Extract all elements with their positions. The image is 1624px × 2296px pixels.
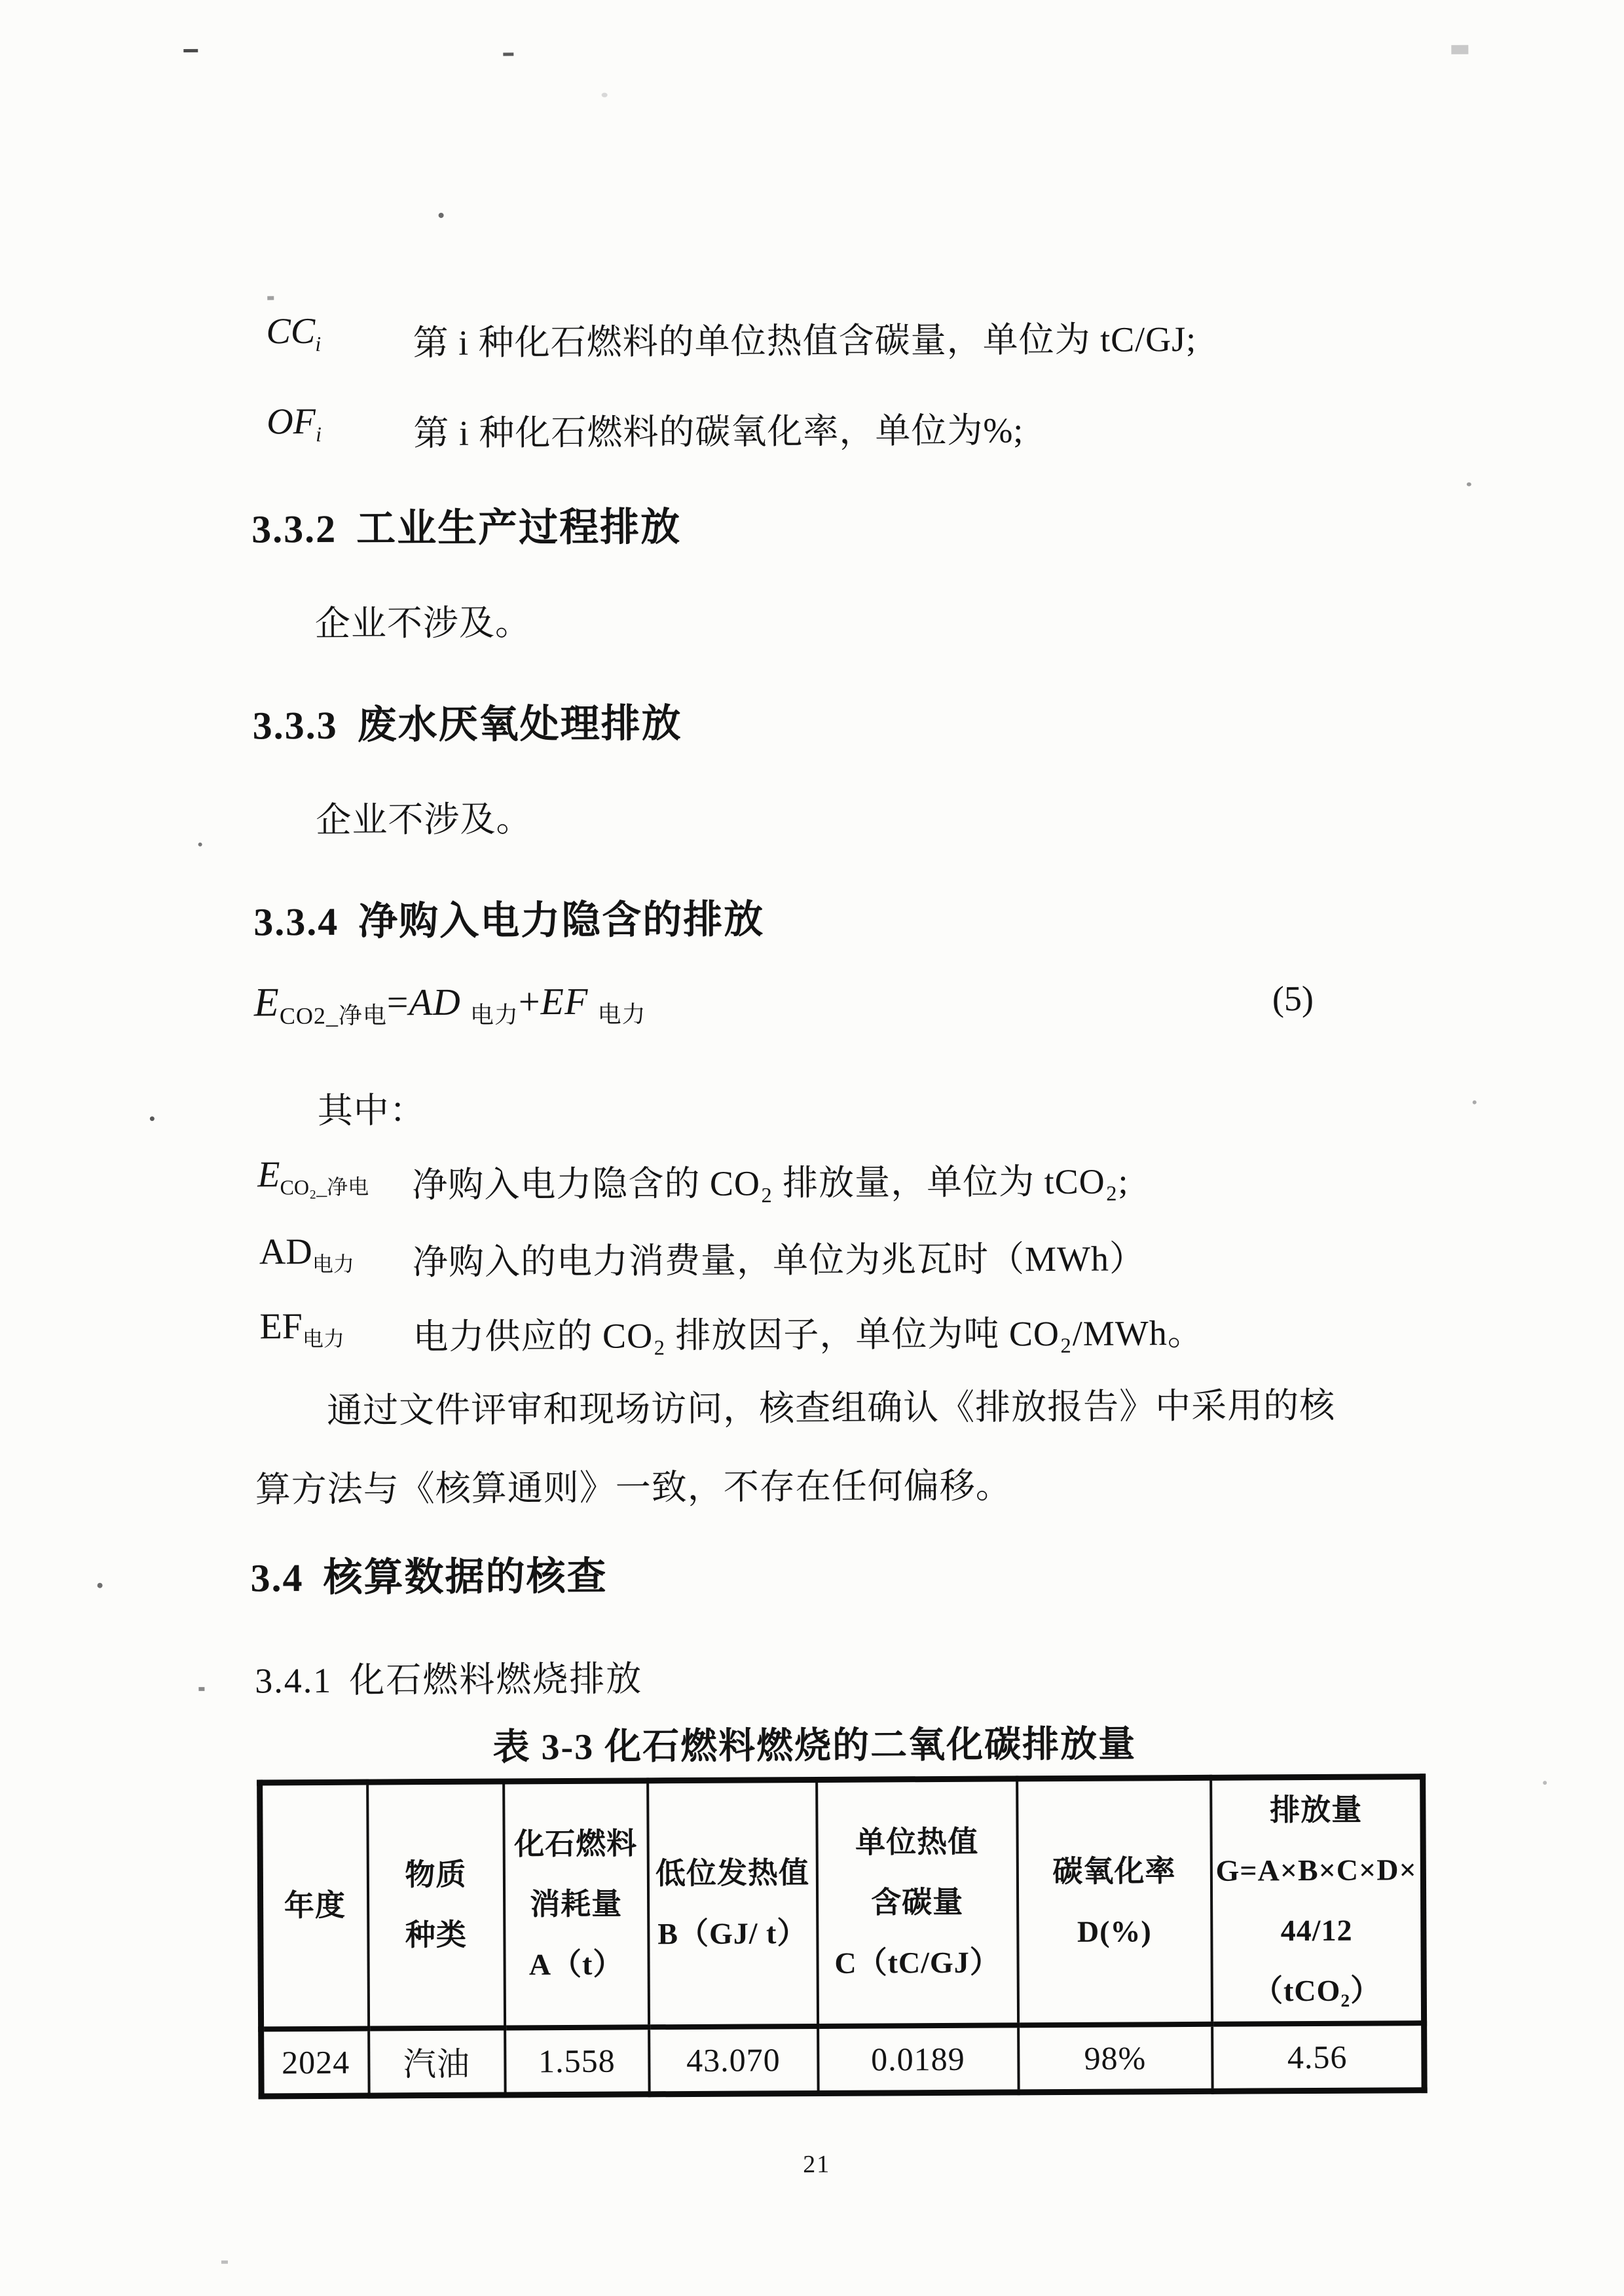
scan-speck	[1451, 45, 1468, 54]
vardef-ef-description: 电力供应的 CO₂ 排放因子，单位为吨 CO₂/MWh。	[413, 1313, 1204, 1357]
heading-3-3-3	[252, 692, 682, 750]
vardef-e-base: E	[257, 1154, 280, 1195]
heading-3-4-number: 3.4	[250, 1556, 304, 1600]
scan-speck	[150, 1116, 155, 1121]
scan-speck	[1473, 1101, 1477, 1104]
vardef-e-subscript: CO₂_净电	[280, 1175, 369, 1199]
heading-3-3-3-number: 3.3.3	[252, 703, 338, 748]
header-calorific-value: 低位发热值 B（GJ/ t）	[648, 1779, 818, 2027]
scan-speck	[503, 52, 513, 56]
vardef-ef-base: EF	[259, 1306, 303, 1347]
vardef-e-label	[257, 1154, 369, 1201]
heading-3-4-1-number: 3.4.1	[255, 1660, 333, 1701]
equation-5	[254, 977, 646, 1031]
heading-3-3-4-title: 净购入电力隐含的排放	[358, 898, 765, 943]
header-material-type: 物质 种类	[367, 1781, 505, 2029]
cell-emission: 4.56	[1212, 2023, 1425, 2091]
vardef-ef-subscript: 电力	[302, 1326, 345, 1351]
plus-sign: +	[518, 980, 541, 1023]
symbol-of-base: OF	[267, 401, 316, 443]
cell-year: 2024	[261, 2029, 369, 2096]
heading-3-4	[250, 1545, 607, 1603]
cell-carbon: 0.0189	[818, 2025, 1019, 2093]
header-emission-amount: 排放量 G=A×B×C×D× 44/12 （tCO₂）	[1211, 1777, 1424, 2024]
heading-3-3-4-number: 3.3.4	[253, 900, 339, 944]
paragraph-not-involved-2: 企业不涉及。	[316, 799, 532, 840]
header-carbon-content: 单位热值 含碳量 C（tC/GJ）	[817, 1779, 1018, 2026]
heading-3-3-2-number: 3.3.2	[251, 507, 337, 551]
symbol-cc-subscript: i	[315, 332, 322, 356]
paragraph-not-involved-1: 企业不涉及。	[314, 603, 532, 644]
cell-calorific: 43.070	[649, 2026, 819, 2094]
scan-speck	[1467, 483, 1471, 486]
emission-table	[257, 1774, 1428, 2099]
heading-3-3-2	[251, 496, 681, 554]
symbol-cc	[266, 310, 321, 357]
equation-ad: AD	[409, 980, 462, 1024]
heading-3-4-1	[255, 1650, 642, 1703]
symbol-of	[267, 401, 322, 447]
equals-sign: =	[386, 981, 409, 1024]
scan-speck	[439, 213, 444, 218]
heading-3-3-2-title: 工业生产过程排放	[356, 505, 682, 551]
equation-number: (5)	[1272, 978, 1314, 1019]
heading-3-4-title: 核算数据的核查	[323, 1554, 608, 1599]
vardef-ad-subscript: 电力	[312, 1252, 355, 1277]
equation-lhs-subscript: CO2_净电	[279, 1002, 388, 1029]
vardef-ef-label	[259, 1305, 344, 1353]
heading-3-3-3-title: 废水厌氧处理排放	[357, 702, 682, 747]
among-label: 其中：	[317, 1091, 426, 1131]
vardef-ad-label	[259, 1231, 354, 1279]
confirmation-paragraph-line2: 算方法与《核算通则》一致，不存在任何偏移。	[255, 1466, 1012, 1510]
vardef-ad-description: 净购入的电力消费量，单位为兆瓦时（MWh）	[412, 1239, 1146, 1283]
cell-material: 汽油	[369, 2028, 506, 2095]
confirmation-paragraph-line1: 通过文件评审和现场访问，核查组确认《排放报告》中采用的核	[327, 1385, 1336, 1430]
heading-3-4-1-title: 化石燃料燃烧排放	[349, 1659, 643, 1700]
equation-lhs: E	[253, 980, 280, 1025]
header-oxidation-rate: 碳氧化率 D(%)	[1017, 1777, 1212, 2025]
scan-speck	[98, 1583, 103, 1588]
symbol-of-subscript: i	[315, 422, 322, 446]
scan-speck	[221, 2261, 228, 2264]
scan-speck	[183, 49, 198, 52]
symbol-of-description: 第 i 种化石燃料的碳氧化率，单位为%;	[413, 410, 1024, 454]
heading-3-3-4	[253, 888, 764, 947]
page-number: 21	[803, 2150, 831, 2179]
symbol-cc-base: CC	[266, 310, 316, 352]
scan-speck	[198, 843, 202, 847]
scan-speck	[267, 296, 274, 300]
scan-speck	[1543, 1781, 1547, 1785]
scan-speck	[602, 93, 608, 98]
scan-speck	[198, 1687, 204, 1691]
symbol-cc-description: 第 i 种化石燃料的单位热值含碳量，单位为 tC/GJ;	[413, 319, 1197, 363]
cell-oxidation: 98%	[1018, 2024, 1213, 2092]
vardef-e-description: 净购入电力隐含的 CO₂ 排放量，单位为 tCO₂;	[412, 1161, 1129, 1205]
equation-ef: EF	[540, 979, 589, 1023]
header-year: 年度	[260, 1782, 369, 2029]
table-header-row	[260, 1777, 1424, 2030]
table-title: 表 3-3 化石燃料燃烧的二氧化碳排放量	[492, 1724, 1137, 1768]
header-fuel-consumption: 化石燃料 消耗量 A（t）	[504, 1781, 649, 2028]
cell-consumption: 1.558	[505, 2027, 650, 2094]
equation-ad-subscript: 电力	[470, 1001, 519, 1029]
vardef-ad-base: AD	[259, 1231, 312, 1273]
equation-ef-subscript: 电力	[597, 1000, 646, 1028]
table-row	[261, 2023, 1425, 2096]
